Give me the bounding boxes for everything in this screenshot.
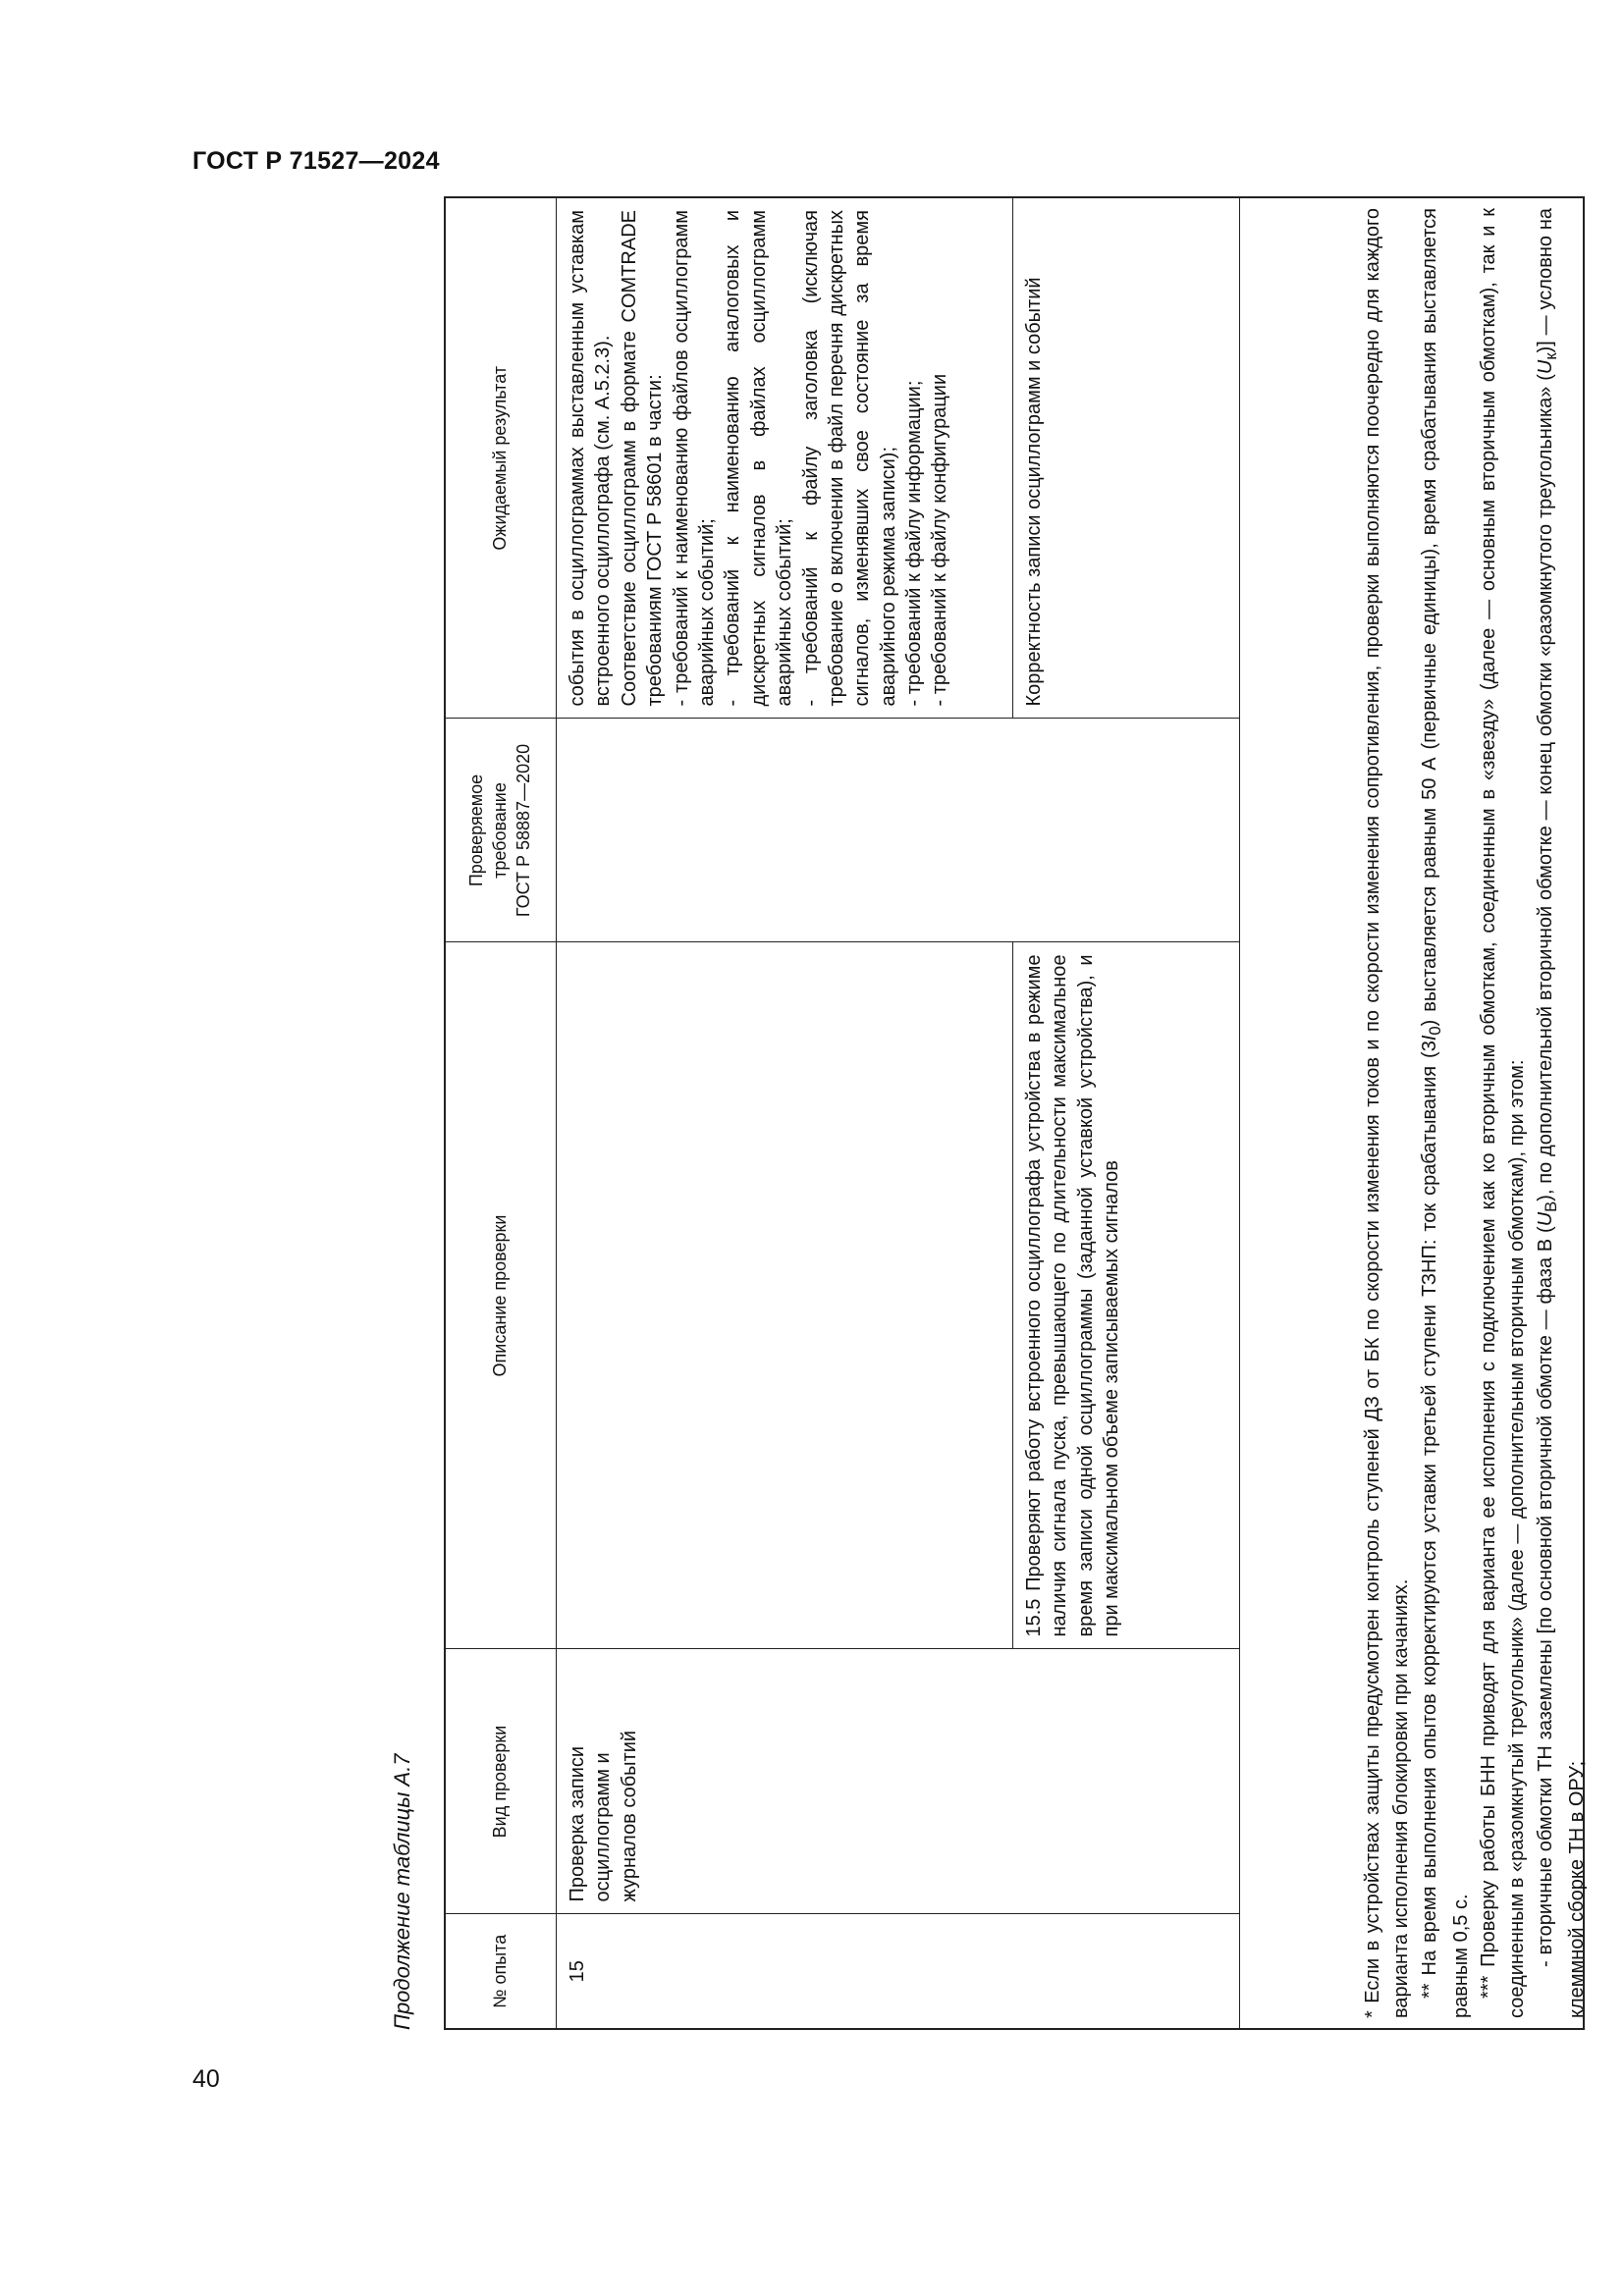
table-header-row [446,198,557,2028]
result-line: - требований к наименованию аналоговых и дискретных сигналов в файлах осциллограмм аварийных событий; [722,210,796,707]
header-requirement-line2: требование [490,782,511,879]
header-requirement-line3: ГОСТ Р 58887—2020 [513,743,533,918]
header-check-description: Описание проверки [446,942,557,1649]
test-number-cell: 15 [557,1914,1240,2028]
table-frame [444,196,1588,2030]
result-line: Соответствие осциллограмм в формате COMTRADE требованиям ГОСТ Р 58601 в части: [618,210,667,707]
results-table [446,198,1240,2028]
description-cell: 15.5 Проверяют работу встроенного осциллографа устройства в режиме наличия сигнала пуска, превышающего по длительности максимальное время записи одной осциллограммы (заданной уставкой устройства), и при максимальном объеме записываемых сигналов [1013,942,1240,1649]
footnotes [1359,198,1592,2028]
page-number: 40 [192,2065,220,2093]
requirement-cell [557,719,1240,942]
rotated-page-content [390,188,1601,2030]
header-requirement-line1: Проверяемое [466,774,487,887]
result-line: - требований к файлу заголовка (исключая требование о включении в файл перечня дискретных сигналов, изменявших свое состояние за время аварийного режима записи); [799,210,899,707]
footnote-3: *** Проверку работы БНН приводят для варианта ее исполнения с подключением как ко вторичным обмоткам, соединенным в «звезду» (далее — основным вторичным обмоткам), так и к соединенным в «разомкнутый треугольник» (далее — дополнительным вторичным обмоткам), при этом: [1478,208,1529,2018]
expected-result-cell [557,198,1013,719]
footnote-1: * Если в устройствах защиты предусмотрен контроль ступеней ДЗ от БК по скорости изменения токов и по скорости изменения сопротивления, проверки выполняются поочередно для каждого варианта исполнения блокировки при качаниях. [1362,208,1412,2018]
header-expected-result: Ожидаемый результат [446,198,557,719]
check-kind-cell: Проверка записи осциллограмм и журналов событий [557,1649,1240,1914]
result-line: - требований к файлу конфигурации [929,373,951,707]
header-test-number: № опыта [446,1914,557,2028]
result-line: события в осциллограммах выставленным уставкам встроенного осциллографа (см. А.5.2.3). [567,210,615,707]
footnote-2: ** На время выполнения опытов корректируются уставки третьей ступени ТЗНП: ток срабатывания $(3I_0)$ выставляется равным 50 А (первичные единицы), время срабатывания выставляется равным 0,5 с. [1418,207,1472,2018]
table-row [557,198,1013,2028]
description-empty-cell [557,942,1013,1649]
document-code: ГОСТ Р 71527—2024 [192,147,440,175]
header-check-kind: Вид проверки [446,1649,557,1914]
expected-result-cell: Корректность записи осциллограмм и событий [1013,198,1240,719]
footnote-4: - вторичные обмотки ТН заземлены [по основной вторичной обмотке — фаза В $(U_B)$, по дополнительной вторичной обмотке — конец обмотки «разомкнутого треугольника» $(U_к)$] — условно на клеммной сборке ТН в ОРУ; [1534,207,1588,2018]
table-caption: Продолжение таблицы А.7 [390,1753,414,2030]
result-line: - требований к файлу информации; [903,380,926,707]
header-requirement [446,719,557,942]
result-line: - требований к наименованию файлов осциллограмм аварийных событий; [670,210,718,707]
